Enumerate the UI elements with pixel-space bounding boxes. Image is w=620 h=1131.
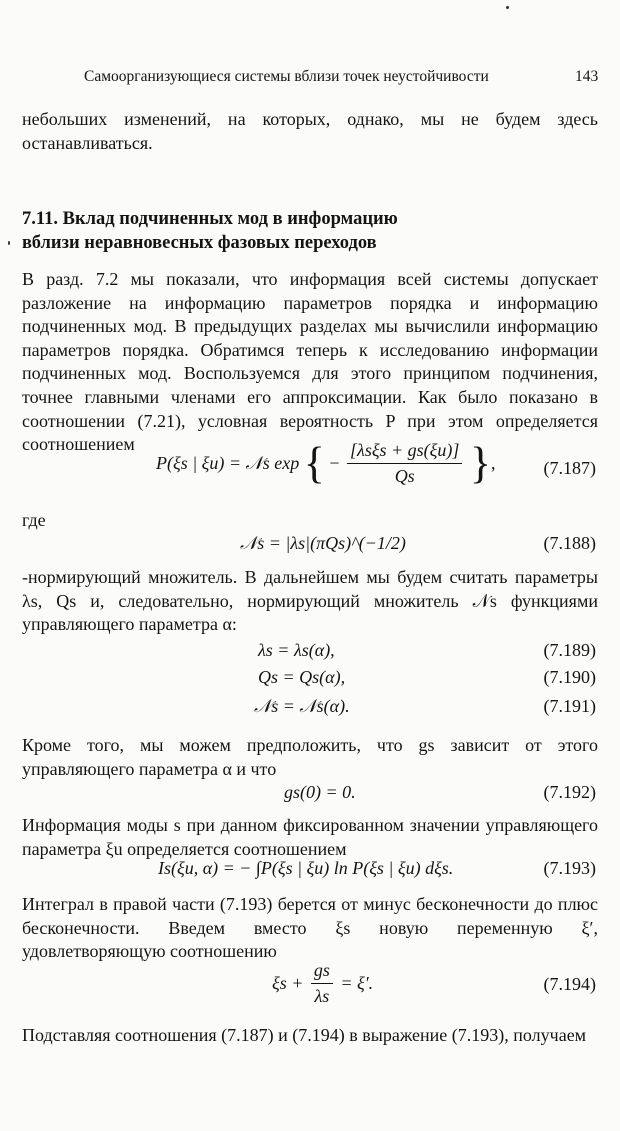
- equation-7-187-body: P(ξs | ξu) = 𝒩s exp { − $\frac{\text{[λsξs + gs(ξu)]}}{Qs}$ },: [156, 438, 496, 488]
- eq187-fraction: [347, 440, 462, 487]
- paragraph-6: Подставляя соотношения (7.187) и (7.194) в выражение (7.193), получаем: [22, 1025, 587, 1045]
- equation-number: (7.193): [543, 858, 596, 878]
- equation-body: Is(ξu, α) = − ∫P(ξs | ξu) ln P(ξs | ξu) dξs.: [158, 858, 454, 878]
- eq194-rhs: = ξ′.: [340, 973, 374, 993]
- eq187-numerator: [λsξs + gs(ξu)]: [347, 440, 462, 464]
- eq194-denominator: λs: [314, 986, 330, 1006]
- running-title: Самоорганизующиеся системы вблизи точек неустойчивости: [84, 68, 489, 85]
- scan-speck-left: [8, 241, 10, 245]
- equation-number: (7.187): [543, 458, 596, 478]
- equation-7-187: [0, 440, 620, 504]
- equation-7-191: [0, 696, 620, 736]
- section-heading-line-2: вблизи неравновесных фазовых переходов: [22, 233, 377, 253]
- scan-speck-top: [506, 6, 509, 9]
- equation-body: Qs = Qs(α),: [258, 667, 346, 687]
- equation-number: (7.191): [543, 696, 596, 716]
- equation-7-194: [0, 960, 620, 1016]
- paragraph-2: -нормирующий множитель. В дальнейшем мы будем считать параметры λs, Qs и, следовательно, нормирующий множитель 𝒩s функциями управляющего параметра α:: [22, 567, 598, 635]
- page-number: 143: [575, 68, 599, 85]
- eq187-lhs: P(ξs | ξu) = 𝒩s exp: [156, 453, 300, 473]
- section-heading: [22, 207, 598, 255]
- eq194-lhs: ξs +: [272, 973, 304, 993]
- equation-number: (7.190): [543, 667, 596, 687]
- equation-number: (7.192): [543, 782, 596, 802]
- left-brace: {: [303, 438, 325, 488]
- where-word: где: [22, 510, 46, 530]
- section-heading-line-1: 7.11. Вклад подчиненных мод в информацию: [22, 209, 398, 229]
- paragraph-1: В разд. 7.2 мы показали, что информация всей системы допускает разложение на информацию параметров порядка и информацию подчиненных мод. В предыдущих разделах мы вычислили информацию параметров порядка. Обратимся теперь к исследованию информации подчиненных мод. Воспользуемся для этого принципом подчинения, точнее главными членами его аппроксимации. Как было показано в соотношении (7.21), условная вероятность P при этом определяется соотношением: [22, 269, 598, 455]
- paragraph-5: Интеграл в правой части (7.193) берется от минус бесконечности до плюс бесконечности. Введем вместо ξs новую переменную ξ′, удовлетворяющую соотношению: [22, 894, 598, 962]
- paragraph-3: Кроме того, мы можем предположить, что gs зависит от этого управляющего параметра α и что: [22, 735, 598, 779]
- equation-body: 𝒩s = 𝒩s(α).: [254, 696, 350, 716]
- right-brace: }: [469, 438, 492, 488]
- equation-number: (7.188): [543, 533, 596, 553]
- eq194-numerator: gs: [311, 960, 333, 984]
- equation-body: 𝒩s = |λs|(πQs)^(−1/2): [240, 533, 406, 553]
- equation-number: (7.194): [543, 974, 596, 994]
- equation-body: [272, 960, 373, 1007]
- running-header: [0, 68, 620, 90]
- equation-body: gs(0) = 0.: [284, 782, 356, 802]
- equation-number: (7.189): [543, 640, 596, 660]
- intro-paragraph: небольших изменений, на которых, однако, мы не будем здесь останавливаться.: [22, 109, 598, 153]
- eq194-fraction: [311, 960, 333, 1007]
- eq187-denominator: Qs: [394, 466, 415, 486]
- equation-7-193: [0, 858, 620, 898]
- paragraph-4: Информация моды s при данном фиксированном значении управляющего параметра ξu определяется соотношением: [22, 815, 598, 859]
- equation-body: λs = λs(α),: [258, 640, 335, 660]
